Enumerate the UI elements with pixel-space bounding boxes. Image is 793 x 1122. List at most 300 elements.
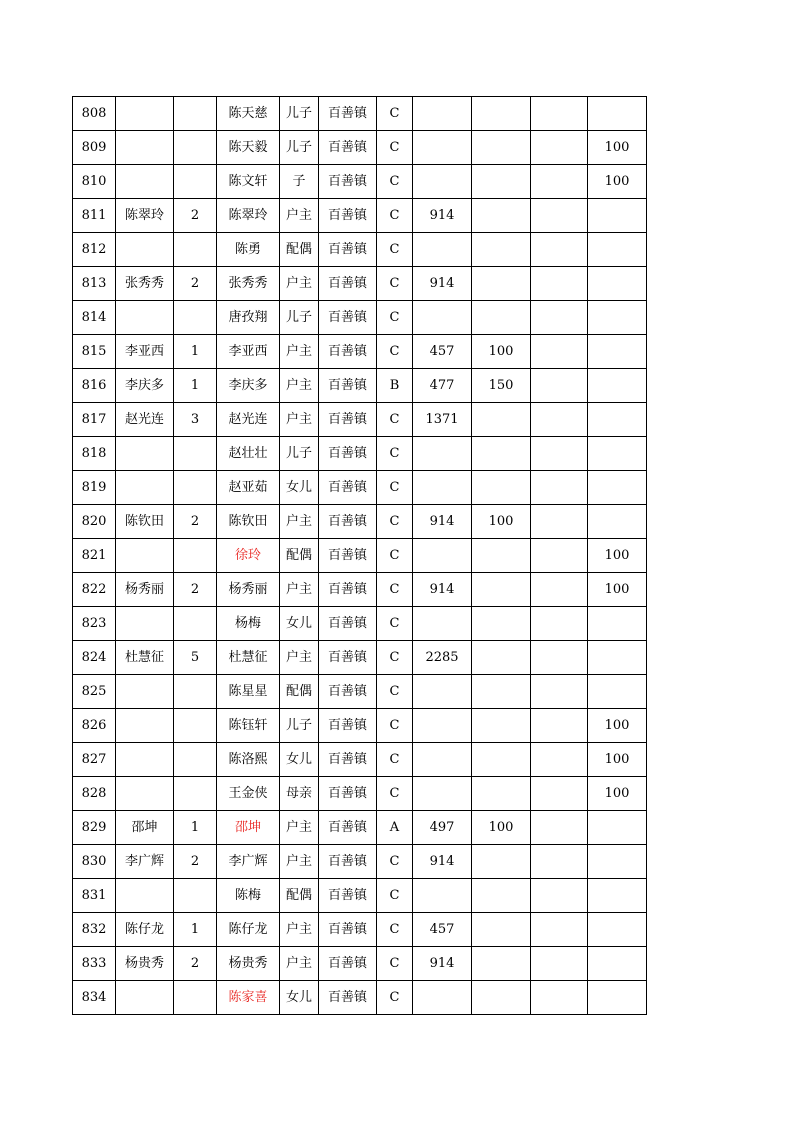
cell-grade: C xyxy=(377,573,413,607)
cell-amount-a: 497 xyxy=(413,811,472,845)
cell-amount-a: 457 xyxy=(413,335,472,369)
cell-amount-d: 100 xyxy=(588,743,647,777)
cell-grade: C xyxy=(377,743,413,777)
cell-relationship: 户主 xyxy=(280,641,319,675)
cell-serial-number: 811 xyxy=(73,199,116,233)
cell-relationship: 儿子 xyxy=(280,437,319,471)
cell-town: 百善镇 xyxy=(319,539,377,573)
cell-amount-c xyxy=(531,675,588,709)
cell-amount-b: 100 xyxy=(472,505,531,539)
cell-serial-number: 830 xyxy=(73,845,116,879)
cell-amount-c xyxy=(531,947,588,981)
cell-amount-d xyxy=(588,505,647,539)
cell-serial-number: 820 xyxy=(73,505,116,539)
cell-serial-number: 812 xyxy=(73,233,116,267)
cell-relationship: 儿子 xyxy=(280,709,319,743)
cell-member-name: 陈家喜 xyxy=(217,981,280,1015)
cell-member-name: 陈钰轩 xyxy=(217,709,280,743)
cell-member-name: 陈钦田 xyxy=(217,505,280,539)
cell-household-size xyxy=(174,539,217,573)
cell-amount-a: 914 xyxy=(413,505,472,539)
cell-household-head: 杨秀丽 xyxy=(116,573,174,607)
cell-grade: C xyxy=(377,165,413,199)
cell-household-size: 1 xyxy=(174,913,217,947)
cell-household-size: 2 xyxy=(174,267,217,301)
cell-town: 百善镇 xyxy=(319,369,377,403)
cell-household-head: 赵光连 xyxy=(116,403,174,437)
table-row xyxy=(73,471,647,505)
cell-member-name: 陈翠玲 xyxy=(217,199,280,233)
cell-serial-number: 819 xyxy=(73,471,116,505)
cell-amount-c xyxy=(531,913,588,947)
cell-household-size xyxy=(174,437,217,471)
cell-household-head: 张秀秀 xyxy=(116,267,174,301)
cell-grade: C xyxy=(377,607,413,641)
cell-amount-b xyxy=(472,437,531,471)
cell-amount-b xyxy=(472,845,531,879)
cell-town: 百善镇 xyxy=(319,97,377,131)
cell-relationship: 配偶 xyxy=(280,233,319,267)
cell-household-size xyxy=(174,879,217,913)
cell-amount-d xyxy=(588,233,647,267)
cell-relationship: 女儿 xyxy=(280,743,319,777)
cell-amount-a: 914 xyxy=(413,199,472,233)
cell-amount-b: 100 xyxy=(472,811,531,845)
cell-amount-a xyxy=(413,879,472,913)
cell-household-head: 陈钦田 xyxy=(116,505,174,539)
cell-serial-number: 816 xyxy=(73,369,116,403)
cell-amount-c xyxy=(531,539,588,573)
cell-household-size: 2 xyxy=(174,947,217,981)
cell-relationship: 户主 xyxy=(280,947,319,981)
cell-amount-d xyxy=(588,437,647,471)
cell-town: 百善镇 xyxy=(319,947,377,981)
cell-relationship: 户主 xyxy=(280,573,319,607)
cell-household-head xyxy=(116,607,174,641)
cell-serial-number: 817 xyxy=(73,403,116,437)
cell-amount-a xyxy=(413,709,472,743)
cell-amount-c xyxy=(531,335,588,369)
table-row xyxy=(73,777,647,811)
cell-amount-c xyxy=(531,845,588,879)
cell-town: 百善镇 xyxy=(319,403,377,437)
cell-relationship: 母亲 xyxy=(280,777,319,811)
cell-grade: C xyxy=(377,777,413,811)
cell-amount-a: 914 xyxy=(413,947,472,981)
cell-household-head xyxy=(116,981,174,1015)
table-row xyxy=(73,335,647,369)
cell-serial-number: 823 xyxy=(73,607,116,641)
cell-member-name: 徐玲 xyxy=(217,539,280,573)
cell-amount-a xyxy=(413,539,472,573)
cell-household-head xyxy=(116,301,174,335)
cell-amount-d xyxy=(588,267,647,301)
cell-amount-b xyxy=(472,233,531,267)
cell-relationship: 户主 xyxy=(280,335,319,369)
cell-member-name: 赵光连 xyxy=(217,403,280,437)
cell-household-size: 2 xyxy=(174,845,217,879)
cell-household-head: 李亚西 xyxy=(116,335,174,369)
cell-amount-c xyxy=(531,267,588,301)
cell-town: 百善镇 xyxy=(319,981,377,1015)
cell-relationship: 户主 xyxy=(280,199,319,233)
table-row xyxy=(73,845,647,879)
cell-amount-a xyxy=(413,233,472,267)
cell-town: 百善镇 xyxy=(319,777,377,811)
cell-town: 百善镇 xyxy=(319,335,377,369)
table-row xyxy=(73,811,647,845)
cell-town: 百善镇 xyxy=(319,471,377,505)
cell-amount-b: 150 xyxy=(472,369,531,403)
cell-amount-c xyxy=(531,199,588,233)
cell-amount-a xyxy=(413,743,472,777)
cell-household-size: 1 xyxy=(174,335,217,369)
cell-amount-c xyxy=(531,369,588,403)
cell-grade: C xyxy=(377,301,413,335)
cell-amount-b xyxy=(472,131,531,165)
cell-amount-b xyxy=(472,267,531,301)
cell-grade: C xyxy=(377,233,413,267)
cell-amount-d xyxy=(588,641,647,675)
cell-grade: C xyxy=(377,675,413,709)
cell-relationship: 配偶 xyxy=(280,539,319,573)
cell-member-name: 杨贵秀 xyxy=(217,947,280,981)
cell-serial-number: 832 xyxy=(73,913,116,947)
cell-amount-d: 100 xyxy=(588,573,647,607)
cell-town: 百善镇 xyxy=(319,709,377,743)
cell-amount-d xyxy=(588,913,647,947)
cell-grade: C xyxy=(377,879,413,913)
table-row xyxy=(73,301,647,335)
table-row xyxy=(73,981,647,1015)
cell-amount-b xyxy=(472,913,531,947)
cell-amount-c xyxy=(531,131,588,165)
cell-member-name: 陈星星 xyxy=(217,675,280,709)
cell-amount-a: 914 xyxy=(413,845,472,879)
cell-household-size xyxy=(174,471,217,505)
cell-amount-b xyxy=(472,165,531,199)
cell-amount-c xyxy=(531,165,588,199)
cell-amount-a: 457 xyxy=(413,913,472,947)
roster-sheet xyxy=(72,96,647,1015)
cell-grade: C xyxy=(377,505,413,539)
cell-town: 百善镇 xyxy=(319,743,377,777)
cell-member-name: 陈天慈 xyxy=(217,97,280,131)
cell-town: 百善镇 xyxy=(319,573,377,607)
cell-grade: C xyxy=(377,471,413,505)
cell-household-head xyxy=(116,97,174,131)
table-row xyxy=(73,675,647,709)
cell-town: 百善镇 xyxy=(319,641,377,675)
cell-relationship: 儿子 xyxy=(280,301,319,335)
cell-relationship: 女儿 xyxy=(280,471,319,505)
cell-amount-d: 100 xyxy=(588,131,647,165)
cell-amount-d: 100 xyxy=(588,709,647,743)
cell-amount-a xyxy=(413,471,472,505)
table-row xyxy=(73,607,647,641)
cell-serial-number: 827 xyxy=(73,743,116,777)
cell-amount-c xyxy=(531,641,588,675)
cell-serial-number: 828 xyxy=(73,777,116,811)
cell-member-name: 赵亚茹 xyxy=(217,471,280,505)
cell-town: 百善镇 xyxy=(319,505,377,539)
cell-grade: C xyxy=(377,335,413,369)
cell-amount-a xyxy=(413,97,472,131)
cell-serial-number: 834 xyxy=(73,981,116,1015)
cell-serial-number: 826 xyxy=(73,709,116,743)
table-row xyxy=(73,947,647,981)
cell-household-head: 杨贵秀 xyxy=(116,947,174,981)
cell-household-head xyxy=(116,879,174,913)
cell-town: 百善镇 xyxy=(319,811,377,845)
cell-household-head xyxy=(116,131,174,165)
cell-town: 百善镇 xyxy=(319,233,377,267)
cell-town: 百善镇 xyxy=(319,165,377,199)
table-row xyxy=(73,369,647,403)
cell-serial-number: 814 xyxy=(73,301,116,335)
cell-amount-a xyxy=(413,165,472,199)
cell-amount-a xyxy=(413,981,472,1015)
cell-household-size: 2 xyxy=(174,505,217,539)
cell-grade: C xyxy=(377,845,413,879)
cell-amount-b xyxy=(472,777,531,811)
cell-grade: C xyxy=(377,199,413,233)
cell-amount-c xyxy=(531,743,588,777)
cell-serial-number: 818 xyxy=(73,437,116,471)
cell-serial-number: 822 xyxy=(73,573,116,607)
cell-amount-b xyxy=(472,403,531,437)
cell-amount-b xyxy=(472,301,531,335)
cell-town: 百善镇 xyxy=(319,301,377,335)
cell-amount-b xyxy=(472,981,531,1015)
cell-serial-number: 831 xyxy=(73,879,116,913)
cell-household-size xyxy=(174,301,217,335)
table-row xyxy=(73,879,647,913)
cell-town: 百善镇 xyxy=(319,913,377,947)
table-row xyxy=(73,743,647,777)
cell-household-size: 3 xyxy=(174,403,217,437)
cell-amount-d xyxy=(588,369,647,403)
cell-amount-c xyxy=(531,97,588,131)
cell-household-head xyxy=(116,233,174,267)
table-row xyxy=(73,913,647,947)
cell-relationship: 户主 xyxy=(280,505,319,539)
cell-member-name: 陈仔龙 xyxy=(217,913,280,947)
cell-relationship: 子 xyxy=(280,165,319,199)
cell-household-head xyxy=(116,165,174,199)
cell-amount-a xyxy=(413,675,472,709)
cell-town: 百善镇 xyxy=(319,607,377,641)
cell-amount-c xyxy=(531,709,588,743)
cell-relationship: 户主 xyxy=(280,403,319,437)
cell-amount-b xyxy=(472,539,531,573)
table-row xyxy=(73,709,647,743)
table-row xyxy=(73,267,647,301)
cell-relationship: 户主 xyxy=(280,845,319,879)
cell-amount-d xyxy=(588,845,647,879)
cell-amount-b xyxy=(472,675,531,709)
roster-body xyxy=(73,97,647,1015)
cell-grade: C xyxy=(377,641,413,675)
cell-member-name: 杨梅 xyxy=(217,607,280,641)
table-row xyxy=(73,199,647,233)
cell-amount-b xyxy=(472,607,531,641)
cell-serial-number: 829 xyxy=(73,811,116,845)
cell-relationship: 户主 xyxy=(280,267,319,301)
cell-member-name: 李亚西 xyxy=(217,335,280,369)
cell-amount-b xyxy=(472,97,531,131)
cell-amount-a xyxy=(413,437,472,471)
cell-amount-c xyxy=(531,811,588,845)
cell-amount-a: 914 xyxy=(413,267,472,301)
cell-amount-b xyxy=(472,743,531,777)
cell-member-name: 陈天毅 xyxy=(217,131,280,165)
table-row xyxy=(73,641,647,675)
cell-amount-a xyxy=(413,777,472,811)
cell-household-head xyxy=(116,709,174,743)
cell-grade: C xyxy=(377,947,413,981)
cell-household-size xyxy=(174,97,217,131)
cell-relationship: 女儿 xyxy=(280,981,319,1015)
cell-household-size xyxy=(174,981,217,1015)
cell-grade: B xyxy=(377,369,413,403)
cell-amount-b xyxy=(472,947,531,981)
cell-household-head xyxy=(116,471,174,505)
cell-amount-d xyxy=(588,403,647,437)
cell-household-head xyxy=(116,437,174,471)
cell-amount-a: 477 xyxy=(413,369,472,403)
cell-household-size xyxy=(174,165,217,199)
cell-amount-c xyxy=(531,437,588,471)
cell-amount-b xyxy=(472,573,531,607)
cell-amount-c xyxy=(531,403,588,437)
cell-amount-d xyxy=(588,811,647,845)
cell-member-name: 杨秀丽 xyxy=(217,573,280,607)
cell-amount-c xyxy=(531,233,588,267)
cell-grade: C xyxy=(377,913,413,947)
cell-household-size xyxy=(174,743,217,777)
cell-member-name: 张秀秀 xyxy=(217,267,280,301)
cell-grade: A xyxy=(377,811,413,845)
cell-member-name: 邵坤 xyxy=(217,811,280,845)
cell-amount-d xyxy=(588,199,647,233)
cell-serial-number: 815 xyxy=(73,335,116,369)
cell-serial-number: 810 xyxy=(73,165,116,199)
cell-amount-d xyxy=(588,97,647,131)
table-row xyxy=(73,165,647,199)
cell-serial-number: 833 xyxy=(73,947,116,981)
roster-table xyxy=(72,96,647,1015)
table-row xyxy=(73,539,647,573)
cell-town: 百善镇 xyxy=(319,267,377,301)
cell-household-size xyxy=(174,607,217,641)
cell-household-size: 5 xyxy=(174,641,217,675)
cell-relationship: 户主 xyxy=(280,369,319,403)
cell-household-size xyxy=(174,709,217,743)
cell-relationship: 配偶 xyxy=(280,879,319,913)
cell-grade: C xyxy=(377,403,413,437)
table-row xyxy=(73,437,647,471)
cell-household-head xyxy=(116,743,174,777)
cell-household-size: 1 xyxy=(174,369,217,403)
cell-household-size: 2 xyxy=(174,199,217,233)
cell-amount-b: 100 xyxy=(472,335,531,369)
cell-household-size xyxy=(174,675,217,709)
cell-relationship: 儿子 xyxy=(280,97,319,131)
cell-amount-d: 100 xyxy=(588,777,647,811)
cell-amount-c xyxy=(531,879,588,913)
cell-serial-number: 825 xyxy=(73,675,116,709)
table-row xyxy=(73,131,647,165)
cell-household-size xyxy=(174,233,217,267)
cell-serial-number: 809 xyxy=(73,131,116,165)
table-row xyxy=(73,233,647,267)
table-row xyxy=(73,573,647,607)
cell-serial-number: 808 xyxy=(73,97,116,131)
cell-household-head: 李广辉 xyxy=(116,845,174,879)
cell-amount-d xyxy=(588,981,647,1015)
cell-household-head: 陈翠玲 xyxy=(116,199,174,233)
cell-household-head: 陈仔龙 xyxy=(116,913,174,947)
cell-amount-b xyxy=(472,879,531,913)
cell-grade: C xyxy=(377,267,413,301)
cell-amount-a xyxy=(413,131,472,165)
cell-amount-d xyxy=(588,335,647,369)
cell-amount-a: 1371 xyxy=(413,403,472,437)
cell-town: 百善镇 xyxy=(319,131,377,165)
cell-member-name: 陈梅 xyxy=(217,879,280,913)
cell-member-name: 李庆多 xyxy=(217,369,280,403)
cell-member-name: 赵壮壮 xyxy=(217,437,280,471)
cell-relationship: 儿子 xyxy=(280,131,319,165)
cell-amount-a xyxy=(413,607,472,641)
cell-amount-c xyxy=(531,607,588,641)
cell-amount-a: 2285 xyxy=(413,641,472,675)
cell-household-size: 1 xyxy=(174,811,217,845)
cell-grade: C xyxy=(377,131,413,165)
table-row xyxy=(73,403,647,437)
cell-household-head xyxy=(116,675,174,709)
cell-household-size xyxy=(174,777,217,811)
cell-household-head xyxy=(116,777,174,811)
cell-relationship: 女儿 xyxy=(280,607,319,641)
cell-grade: C xyxy=(377,981,413,1015)
cell-relationship: 配偶 xyxy=(280,675,319,709)
cell-amount-b xyxy=(472,199,531,233)
cell-household-head xyxy=(116,539,174,573)
cell-amount-d: 100 xyxy=(588,165,647,199)
cell-member-name: 陈文轩 xyxy=(217,165,280,199)
cell-town: 百善镇 xyxy=(319,845,377,879)
cell-town: 百善镇 xyxy=(319,675,377,709)
cell-member-name: 唐孜翔 xyxy=(217,301,280,335)
cell-amount-b xyxy=(472,471,531,505)
cell-amount-d: 100 xyxy=(588,539,647,573)
cell-grade: C xyxy=(377,97,413,131)
cell-household-head: 杜慧征 xyxy=(116,641,174,675)
cell-amount-c xyxy=(531,777,588,811)
cell-town: 百善镇 xyxy=(319,437,377,471)
cell-amount-a xyxy=(413,301,472,335)
cell-amount-d xyxy=(588,879,647,913)
cell-serial-number: 824 xyxy=(73,641,116,675)
cell-household-head: 李庆多 xyxy=(116,369,174,403)
cell-amount-d xyxy=(588,471,647,505)
cell-town: 百善镇 xyxy=(319,199,377,233)
table-row xyxy=(73,97,647,131)
cell-serial-number: 821 xyxy=(73,539,116,573)
cell-amount-b xyxy=(472,641,531,675)
